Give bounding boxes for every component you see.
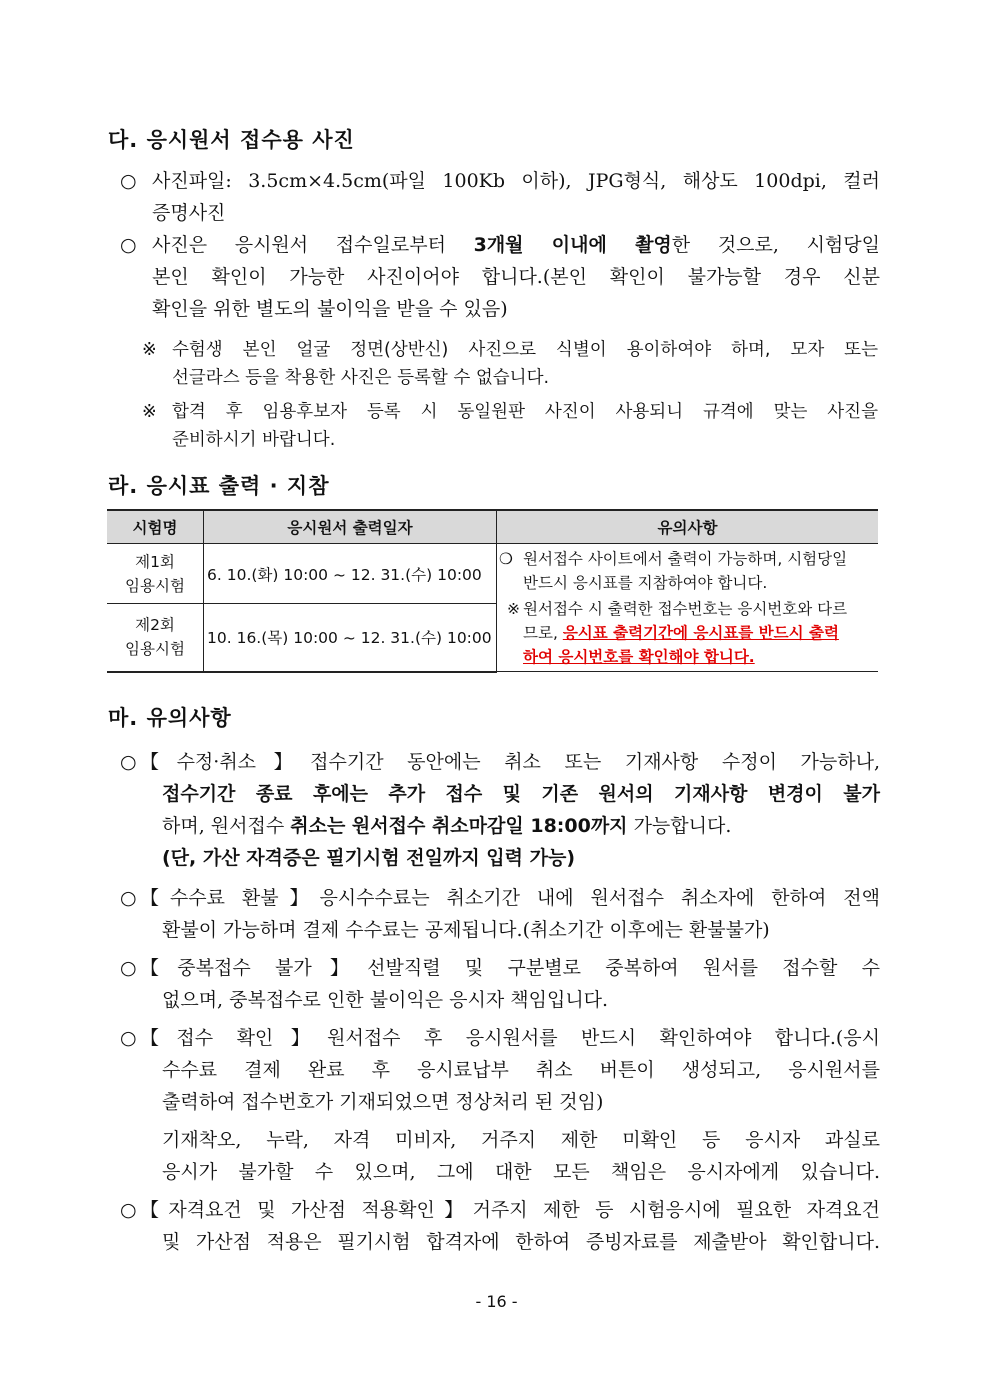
- ma-i1-line3: [162, 810, 880, 842]
- table-header-row: [107, 510, 878, 544]
- table-note-2: [497, 597, 874, 669]
- emphasis-text: 접수기간 종료 후에는 추가 접수 및 기존 원서의 기재사항 변경이 불가: [162, 783, 880, 805]
- page-number: - 16 -: [475, 1292, 518, 1311]
- emphasis-text: (단, 가산 자격증은 필기시험 전일까지 입력 가능): [162, 847, 576, 869]
- da-n2-line1: 합격 후 임용후보자 등록 시 동일원판 사진이 사용되니 규격에 맞는 사진을: [172, 402, 878, 422]
- da-b2-line2: 본인 확인이 가능한 사진이어야 합니다.(본인 확인이 불가능할 경우 신분: [152, 266, 880, 288]
- emphasis-text: 3개월 이내에 촬영: [473, 234, 672, 256]
- ma-i2-line2: 환불이 가능하며 결제 수수료는 공제됩니다.(취소기간 이후에는 환불불가): [162, 919, 770, 941]
- da-b1-line2: 증명사진: [152, 202, 226, 224]
- warning-text: 응시표 출력기간에 응시표를 반드시 출력: [562, 623, 839, 642]
- ma-i1-line1: 【수정·취소】접수기간 동안에는 취소 또는 기재사항 수정이 가능하나,: [140, 751, 880, 773]
- exam-round-cell: [107, 544, 204, 604]
- note-marker: ※: [507, 599, 520, 618]
- notes-cell: [497, 544, 879, 672]
- bullet-marker: ○: [120, 751, 137, 773]
- section-ra-title: 라. 응시표 출력 · 지참: [108, 474, 330, 498]
- da-n2-line2: 준비하시기 바랍니다.: [172, 430, 336, 450]
- bullet-marker: ○: [120, 170, 137, 192]
- note-marker: ※: [142, 402, 157, 422]
- ma-i5-line2: 및 가산점 적용은 필기시험 합격자에 한하여 증빙자료를 제출받아 확인합니다.: [162, 1231, 880, 1253]
- section-da-title: 다. 응시원서 접수용 사진: [108, 128, 355, 152]
- da-b2-line1: [152, 229, 880, 261]
- round-number: 제1회: [135, 552, 175, 571]
- print-period-cell: 10. 16.(목) 10:00 ~ 12. 31.(수) 10:00: [204, 604, 497, 672]
- text-span: 하며, 원서접수: [162, 815, 291, 837]
- note-marker: ※: [142, 340, 157, 360]
- round-number: 제2회: [135, 616, 175, 635]
- note-marker: ❍: [499, 549, 513, 568]
- ma-i4-line4: 기재착오, 누락, 자격 미비자, 거주지 제한 미확인 등 응시자 과실로: [162, 1129, 880, 1151]
- emphasis-text: 취소는 원서접수 취소마감일 18:00까지: [290, 815, 628, 837]
- bullet-marker: ○: [120, 1199, 137, 1221]
- col-header-period: 응시원서 출력일자: [204, 510, 497, 544]
- ma-i1-line2: [162, 778, 880, 810]
- note-line: 반드시 응시표를 지참하여야 합니다.: [523, 573, 768, 592]
- round-label: 임용시험: [125, 576, 185, 595]
- da-n1-line1: 수험생 본인 얼굴 정면(상반신) 사진으로 식별이 용이하여야 하며, 모자 또는: [172, 340, 878, 360]
- ma-i4-line2: 수수료 결제 완료 후 응시료납부 취소 버튼이 생성되고, 응시원서를: [162, 1059, 880, 1081]
- ma-i4-line3: 출력하여 접수번호가 기재되었으면 정상처리 된 것임): [162, 1091, 604, 1113]
- ma-i2-line1: 【수수료 환불】응시수수료는 취소기간 내에 원서접수 취소자에 한하여 전액: [140, 887, 880, 909]
- text-span: 사진은 응시원서 접수일로부터: [152, 234, 474, 256]
- col-header-notes: 유의사항: [497, 510, 879, 544]
- text-span: 므로,: [523, 623, 563, 642]
- bullet-marker: ○: [120, 887, 137, 909]
- text-span: 가능합니다.: [627, 815, 732, 837]
- da-note-register: [142, 398, 878, 454]
- ma-i4-line1: 【접수 확인】원서접수 후 응시원서를 반드시 확인하여야 합니다.(응시: [140, 1027, 880, 1049]
- note-line: 원서접수 사이트에서 출력이 가능하며, 시험당일: [523, 549, 848, 568]
- table-row: [107, 544, 878, 604]
- col-header-exam: 시험명: [107, 510, 204, 544]
- round-label: 임용시험: [125, 640, 185, 659]
- ma-i4-line5: 응시가 불가할 수 있으며, 그에 대한 모든 책임은 응시자에게 있습니다.: [162, 1161, 880, 1183]
- ma-item-duplicate: [120, 952, 880, 1016]
- exam-round-cell: [107, 604, 204, 672]
- bullet-marker: ○: [120, 957, 137, 979]
- ma-i1-line4: [162, 842, 880, 874]
- table-note-1: [497, 547, 874, 595]
- text-span: 한 것으로, 시험당일: [671, 234, 880, 256]
- print-period-cell: 6. 10.(화) 10:00 ~ 12. 31.(수) 10:00: [204, 544, 497, 604]
- bullet-marker: ○: [120, 234, 137, 256]
- note-line: 원서접수 시 출력한 접수번호는 응시번호와 다르: [523, 599, 848, 618]
- ma-item-confirm: [120, 1022, 880, 1188]
- ma-item-modify-cancel: [120, 746, 880, 874]
- ma-item-qualification: [120, 1194, 880, 1258]
- warning-text: 하여 응시번호를 확인해야 합니다.: [523, 647, 755, 666]
- da-bullet-photo-spec: [120, 165, 880, 229]
- ticket-print-table: [107, 509, 878, 673]
- da-bullet-photo-date: [120, 229, 880, 325]
- section-ma-title: 마. 유의사항: [108, 706, 232, 730]
- note-line: [523, 621, 874, 645]
- da-b1-line1: 사진파일: 3.5cm×4.5cm(파일 100Kb 이하), JPG형식, 해상도 100dpi, 컬러: [152, 170, 880, 192]
- ma-i3-line1: 【중복접수 불가】선발직렬 및 구분별로 중복하여 원서를 접수할 수: [140, 957, 880, 979]
- da-b2-line3: 확인을 위한 별도의 불이익을 받을 수 있음): [152, 298, 508, 320]
- ma-i5-line1: 【자격요건 및 가산점 적용확인】거주지 제한 등 시험응시에 필요한 자격요건: [140, 1199, 880, 1221]
- da-n1-line2: 선글라스 등을 착용한 사진은 등록할 수 없습니다.: [172, 368, 550, 388]
- ma-i3-line2: 없으며, 중복접수로 인한 불이익은 응시자 책임입니다.: [162, 989, 609, 1011]
- ma-item-refund: [120, 882, 880, 946]
- da-note-face: [142, 336, 878, 392]
- bullet-marker: ○: [120, 1027, 137, 1049]
